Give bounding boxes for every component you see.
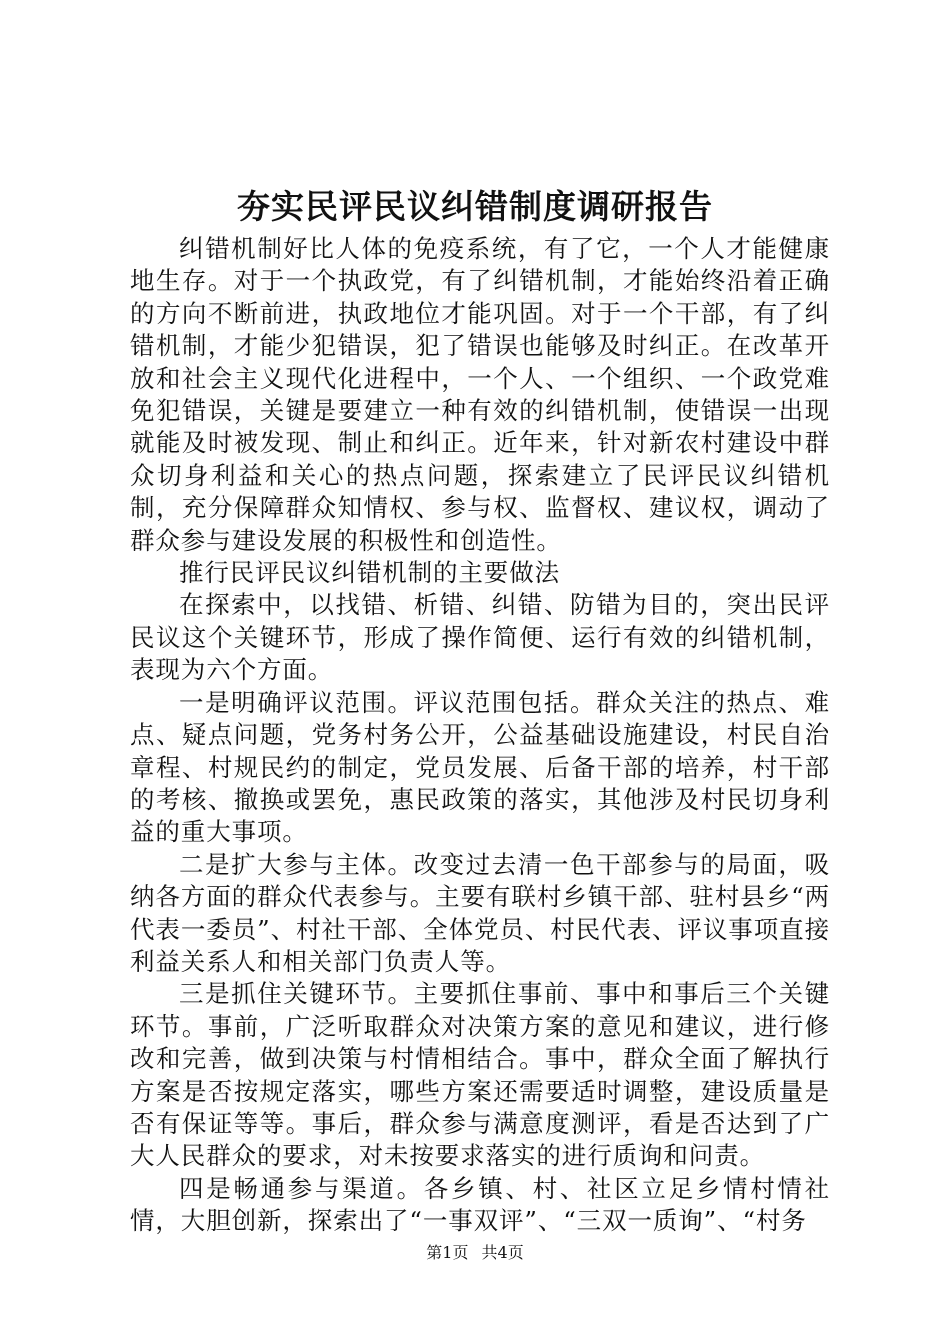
paragraph-intro: 纠错机制好比人体的免疫系统，有了它，一个人才能健康地生存。对于一个执政党，有了纠错机制，才能始终沿着正确的方向不断前进，执政地位才能巩固。对于一个干部，有了纠错机制，才能少犯错误，犯了错误也能够及时纠正。在改革开放和社会主义现代化进程中，一个人、一个组织、一个政党难免犯错误，关键是要建立一种有效的纠错机制，使错误一出现就能及时被发现、制止和纠正。近年来，针对新农村建设中群众切身利益和关心的热点问题，探索建立了民评民议纠错机制，充分保障群众知情权、参与权、监督权、建议权，调动了群众参与建设发展的积极性和创造性。: [130, 234, 830, 555]
paragraph-overview: 在探索中，以找错、析错、纠错、防错为目的，突出民评民议这个关键环节，形成了操作简便、运行有效的纠错机制，表现为六个方面。: [130, 590, 830, 685]
paragraph-point-three: 三是抓住关键环节。主要抓住事前、事中和事后三个关键环节。事前，广泛听取群众对决策方案的意见和建议，进行修改和完善，做到决策与村情相结合。事中，群众全面了解执行方案是否按规定落实，哪些方案还需要适时调整，建设质量是否有保证等等。事后，群众参与满意度测评，看是否达到了广大人民群众的要求，对未按要求落实的进行质询和问责。: [130, 979, 830, 1171]
document-body: [130, 233, 830, 1238]
page-footer: [0, 1242, 950, 1264]
document-title: 夯实民评民议纠错制度调研报告: [237, 187, 713, 226]
paragraph-point-four: 四是畅通参与渠道。各乡镇、村、社区立足乡情村情社情，大胆创新，探索出了“一事双评”、“三双一质询”、“村务: [130, 1173, 830, 1236]
page-number: 第1页: [426, 1243, 469, 1262]
paragraph-point-two: 二是扩大参与主体。改变过去清一色干部参与的局面，吸纳各方面的群众代表参与。主要有联村乡镇干部、驻村县乡“两代表一委员”、村社干部、全体党员、村民代表、评议事项直接利益关系人和相关部门负责人等。: [130, 849, 830, 976]
section-heading: 推行民评民议纠错机制的主要做法: [179, 558, 560, 588]
page-total: 共4页: [481, 1243, 524, 1262]
paragraph-point-one: 一是明确评议范围。评议范围包括。群众关注的热点、难点、疑点问题，党务村务公开，公益基础设施建设，村民自治章程、村规民约的制定，党员发展、后备干部的培养，村干部的考核、撤换或罢免，惠民政策的落实，其他涉及村民切身利益的重大事项。: [130, 687, 830, 847]
